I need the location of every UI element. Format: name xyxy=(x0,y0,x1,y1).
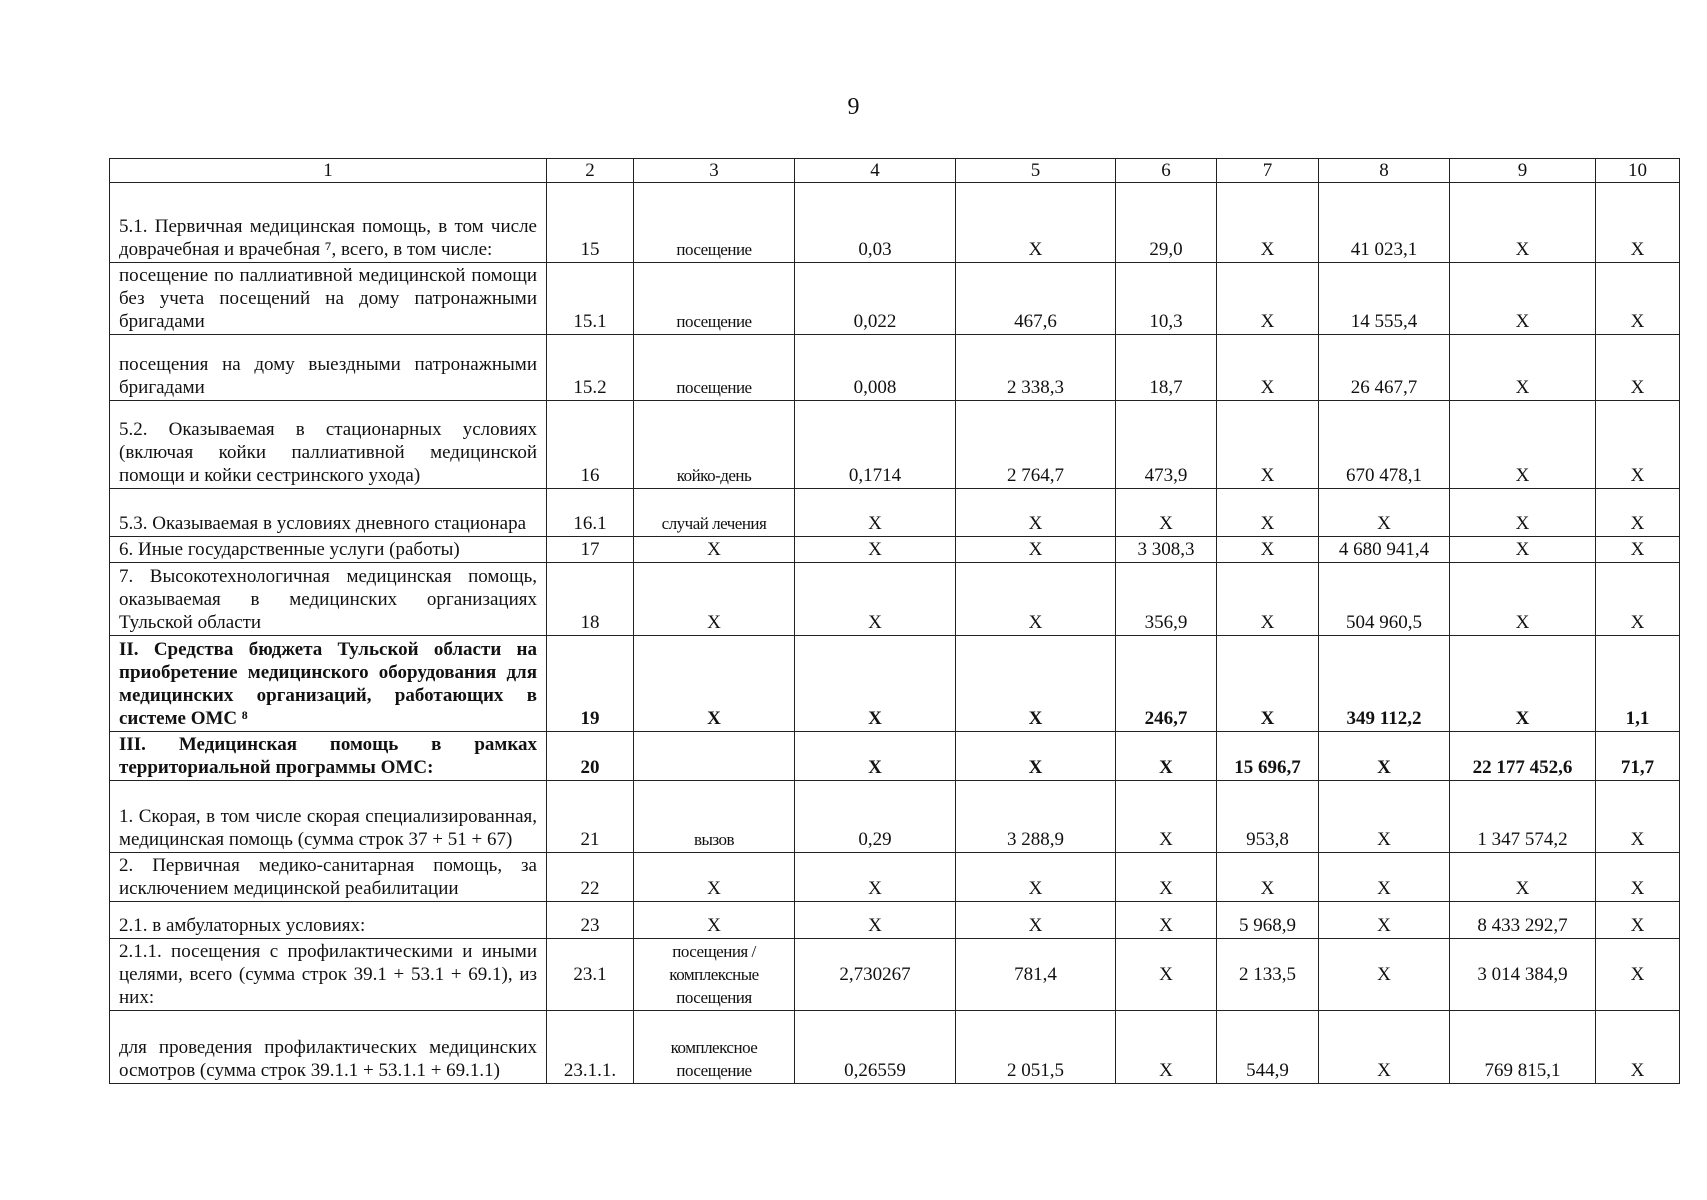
table-cell: X xyxy=(1217,263,1319,335)
table-row xyxy=(110,489,1680,537)
row-code: 16 xyxy=(547,401,634,489)
table-cell: 41 023,1 xyxy=(1319,183,1450,263)
table-cell: X xyxy=(1596,263,1680,335)
table-cell: 544,9 xyxy=(1217,1011,1319,1084)
column-header: 1 xyxy=(110,159,547,183)
table-cell: X xyxy=(1116,1011,1217,1084)
table-cell: X xyxy=(1116,732,1217,781)
row-description: 6. Иные государственные услуги (работы) xyxy=(110,537,547,563)
table-cell: X xyxy=(795,853,956,902)
table-row xyxy=(110,263,1680,335)
table-cell: X xyxy=(1596,853,1680,902)
table-cell: 29,0 xyxy=(1116,183,1217,263)
table-cell: X xyxy=(1450,335,1596,401)
table-cell: X xyxy=(1217,183,1319,263)
row-code: 20 xyxy=(547,732,634,781)
table-cell: X xyxy=(1319,853,1450,902)
row-code: 15 xyxy=(547,183,634,263)
table-cell: X xyxy=(1596,563,1680,636)
table-cell: X xyxy=(795,732,956,781)
row-unit: случай лечения xyxy=(634,489,795,537)
table-cell: 4 680 941,4 xyxy=(1319,537,1450,563)
table-cell: X xyxy=(1116,939,1217,1011)
table-cell: 3 288,9 xyxy=(956,781,1116,853)
table-cell: X xyxy=(956,732,1116,781)
table-cell: X xyxy=(795,563,956,636)
table-cell: 8 433 292,7 xyxy=(1450,902,1596,939)
table-cell: 349 112,2 xyxy=(1319,636,1450,732)
table-cell: X xyxy=(1450,183,1596,263)
table-cell: 504 960,5 xyxy=(1319,563,1450,636)
table-cell: 1 347 574,2 xyxy=(1450,781,1596,853)
table-cell: X xyxy=(1319,781,1450,853)
table-cell: 26 467,7 xyxy=(1319,335,1450,401)
table-cell: 670 478,1 xyxy=(1319,401,1450,489)
row-unit: койко-день xyxy=(634,401,795,489)
table-cell: X xyxy=(1450,636,1596,732)
row-description: 2.1. в амбулаторных условиях: xyxy=(110,902,547,939)
column-header: 9 xyxy=(1450,159,1596,183)
row-description: 5.1. Первичная медицинская помощь, в том числе доврачебная и врачебная ⁷, всего, в том числе: xyxy=(110,183,547,263)
table-cell: X xyxy=(1217,636,1319,732)
table-cell: X xyxy=(1116,902,1217,939)
row-description: посещения на дому выездными патронажными бригадами xyxy=(110,335,547,401)
row-code: 17 xyxy=(547,537,634,563)
table-cell: X xyxy=(1596,489,1680,537)
row-unit: X xyxy=(634,853,795,902)
table-cell: X xyxy=(1319,902,1450,939)
table-cell: 246,7 xyxy=(1116,636,1217,732)
table-cell: X xyxy=(1319,939,1450,1011)
row-unit: вызов xyxy=(634,781,795,853)
column-header: 8 xyxy=(1319,159,1450,183)
data-table xyxy=(109,158,1680,1084)
table-cell: X xyxy=(1217,401,1319,489)
table-cell: 2 764,7 xyxy=(956,401,1116,489)
column-header: 6 xyxy=(1116,159,1217,183)
table-cell: X xyxy=(795,489,956,537)
table-cell: 2 133,5 xyxy=(1217,939,1319,1011)
row-description: 2. Первичная медико-санитарная помощь, за исключением медицинской реабилитации xyxy=(110,853,547,902)
table-cell: 0,008 xyxy=(795,335,956,401)
table-cell: X xyxy=(956,183,1116,263)
table-cell: 14 555,4 xyxy=(1319,263,1450,335)
table-row xyxy=(110,853,1680,902)
table-cell: 2 338,3 xyxy=(956,335,1116,401)
row-unit: X xyxy=(634,563,795,636)
table-row xyxy=(110,902,1680,939)
table-cell: X xyxy=(1319,489,1450,537)
table-cell: X xyxy=(1450,853,1596,902)
row-unit: посещение xyxy=(634,263,795,335)
row-unit: X xyxy=(634,902,795,939)
table-row xyxy=(110,781,1680,853)
row-description: 2.1.1. посещения с профилактическими и иными целями, всего (сумма строк 39.1 + 53.1 + 69.1), из них: xyxy=(110,939,547,1011)
table-cell: 5 968,9 xyxy=(1217,902,1319,939)
table-cell: 0,29 xyxy=(795,781,956,853)
row-code: 23 xyxy=(547,902,634,939)
table-cell: 22 177 452,6 xyxy=(1450,732,1596,781)
table-cell: X xyxy=(1217,335,1319,401)
table-cell: X xyxy=(1450,489,1596,537)
column-header: 2 xyxy=(547,159,634,183)
table-cell: X xyxy=(795,902,956,939)
table-row xyxy=(110,732,1680,781)
table-cell: X xyxy=(956,853,1116,902)
table-cell: 2,730267 xyxy=(795,939,956,1011)
table-cell: 0,022 xyxy=(795,263,956,335)
table-cell: X xyxy=(1217,853,1319,902)
table-cell: X xyxy=(1450,563,1596,636)
table-cell: 71,7 xyxy=(1596,732,1680,781)
table-cell: 0,1714 xyxy=(795,401,956,489)
table-cell: 781,4 xyxy=(956,939,1116,1011)
table-row xyxy=(110,183,1680,263)
row-code: 22 xyxy=(547,853,634,902)
table-cell: X xyxy=(1450,401,1596,489)
table-cell: 3 014 384,9 xyxy=(1450,939,1596,1011)
table-row xyxy=(110,636,1680,732)
table-cell: X xyxy=(1319,732,1450,781)
row-code: 23.1 xyxy=(547,939,634,1011)
column-header: 10 xyxy=(1596,159,1680,183)
column-header: 7 xyxy=(1217,159,1319,183)
table-cell: X xyxy=(1596,335,1680,401)
table-cell: X xyxy=(1596,183,1680,263)
row-code: 15.2 xyxy=(547,335,634,401)
table-header-row xyxy=(110,159,1680,183)
table-row xyxy=(110,335,1680,401)
table-row xyxy=(110,401,1680,489)
table-cell: 769 815,1 xyxy=(1450,1011,1596,1084)
row-unit: X xyxy=(634,636,795,732)
table-cell: X xyxy=(1596,939,1680,1011)
table-cell: 18,7 xyxy=(1116,335,1217,401)
row-unit: посещение xyxy=(634,183,795,263)
column-header: 5 xyxy=(956,159,1116,183)
table-cell: X xyxy=(956,902,1116,939)
table-cell: X xyxy=(1217,537,1319,563)
table-row xyxy=(110,939,1680,1011)
table-cell: X xyxy=(1596,781,1680,853)
table-cell: X xyxy=(1596,537,1680,563)
page-number: 9 xyxy=(847,94,860,120)
table-cell: 0,03 xyxy=(795,183,956,263)
table-cell: X xyxy=(956,489,1116,537)
table-cell: 10,3 xyxy=(1116,263,1217,335)
row-unit: посещение xyxy=(634,335,795,401)
table-cell: X xyxy=(1217,489,1319,537)
table-cell: X xyxy=(1596,401,1680,489)
row-code: 23.1.1. xyxy=(547,1011,634,1084)
table-cell: 467,6 xyxy=(956,263,1116,335)
row-code: 18 xyxy=(547,563,634,636)
row-description: посещение по паллиативной медицинской помощи без учета посещений на дому патронажными бригадами xyxy=(110,263,547,335)
table-cell: X xyxy=(1596,902,1680,939)
row-code: 16.1 xyxy=(547,489,634,537)
table-cell: X xyxy=(795,636,956,732)
table-cell: X xyxy=(1116,853,1217,902)
row-description: для проведения профилактических медицинских осмотров (сумма строк 39.1.1 + 53.1.1 + 69.1.1) xyxy=(110,1011,547,1084)
row-description: II. Средства бюджета Тульской области на приобретение медицинского оборудования для медицинских организаций, работающих в системе ОМС ⁸ xyxy=(110,636,547,732)
table-cell: X xyxy=(1217,563,1319,636)
table-cell: 15 696,7 xyxy=(1217,732,1319,781)
table-cell: X xyxy=(1116,489,1217,537)
table-cell: X xyxy=(956,537,1116,563)
row-description: III. Медицинская помощь в рамках территориальной программы ОМС: xyxy=(110,732,547,781)
table-cell: 0,26559 xyxy=(795,1011,956,1084)
row-code: 19 xyxy=(547,636,634,732)
row-description: 7. Высокотехнологичная медицинская помощь, оказываемая в медицинских организациях Тульской области xyxy=(110,563,547,636)
table-cell: X xyxy=(956,636,1116,732)
row-unit: комплексное посещение xyxy=(634,1011,795,1084)
table-cell: X xyxy=(1450,537,1596,563)
row-description: 5.3. Оказываемая в условиях дневного стационара xyxy=(110,489,547,537)
table-cell: 2 051,5 xyxy=(956,1011,1116,1084)
column-header: 3 xyxy=(634,159,795,183)
table-cell: 953,8 xyxy=(1217,781,1319,853)
table-cell: X xyxy=(1596,1011,1680,1084)
table-cell: X xyxy=(1319,1011,1450,1084)
table-cell: X xyxy=(1116,781,1217,853)
row-description: 1. Скорая, в том числе скорая специализированная, медицинская помощь (сумма строк 37 + 51 + 67) xyxy=(110,781,547,853)
row-description: 5.2. Оказываемая в стационарных условиях (включая койки паллиативной медицинской помощи и койки сестринского ухода) xyxy=(110,401,547,489)
row-unit: посещения / комплексные посещения xyxy=(634,939,795,1011)
table-row xyxy=(110,537,1680,563)
table-cell: X xyxy=(1450,263,1596,335)
column-header: 4 xyxy=(795,159,956,183)
row-unit: X xyxy=(634,537,795,563)
row-code: 21 xyxy=(547,781,634,853)
table-cell: X xyxy=(795,537,956,563)
row-unit xyxy=(634,732,795,781)
table-cell: 3 308,3 xyxy=(1116,537,1217,563)
table-row xyxy=(110,563,1680,636)
row-code: 15.1 xyxy=(547,263,634,335)
table-cell: 473,9 xyxy=(1116,401,1217,489)
table-cell: 356,9 xyxy=(1116,563,1217,636)
table-cell: 1,1 xyxy=(1596,636,1680,732)
table-row xyxy=(110,1011,1680,1084)
table-cell: X xyxy=(956,563,1116,636)
